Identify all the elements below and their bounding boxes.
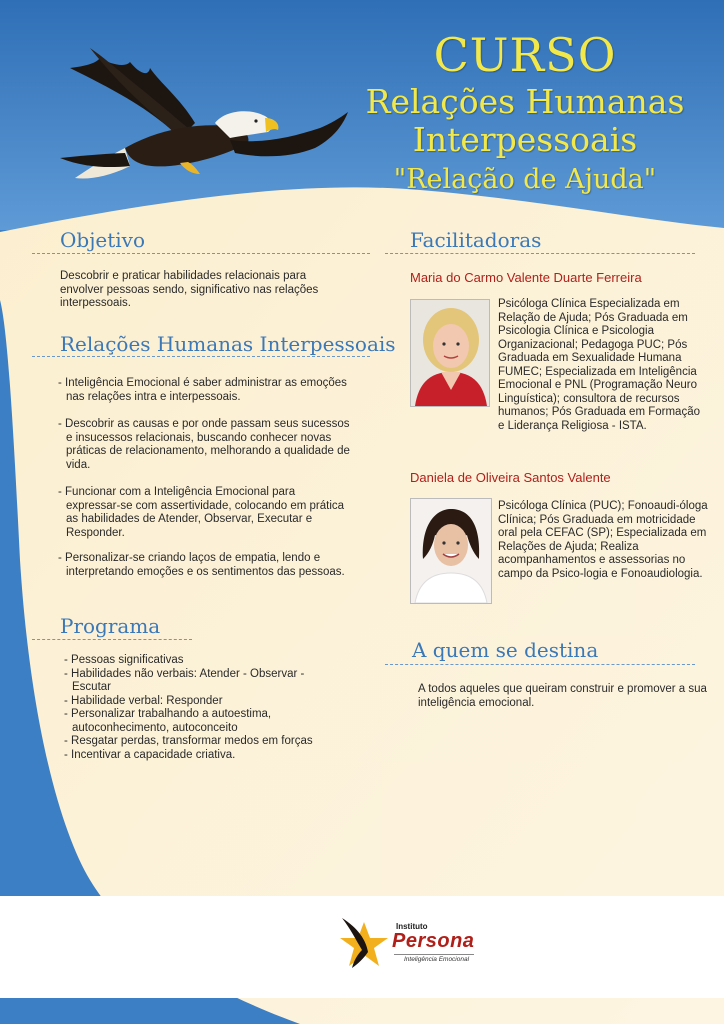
relacoes-heading: Relações Humanas Interpessoais — [60, 332, 396, 356]
facilitator-bio: Psicóloga Clínica (PUC); Fonoaudi-óloga Clínica; Pós Graduada em motricidade oral pela CEFAC (SP); Especializada em Relações de Ajuda; Realiza acompanhamentos e assessorias no campo da Psico-logia e Fonoaudiologia. — [498, 500, 708, 580]
facilitator-name: Daniela de Oliveira Santos Valente — [410, 470, 611, 485]
course-label: CURSO — [433, 28, 617, 82]
destina-heading: A quem se destina — [412, 638, 599, 662]
eagle-illustration — [30, 28, 360, 198]
objetivo-text: Descobrir e praticar habilidades relacionais para envolver pessoas sendo, significativo nas relações interpessoais. — [60, 270, 319, 309]
objetivo-rule — [32, 253, 370, 254]
programa-list — [58, 654, 328, 762]
relacoes-item: - Personalizar-se criando laços de empatia, lendo e interpretando emoções e os sentimentos das pessoas. — [58, 552, 345, 578]
course-subtitle: "Relação de Ajuda" — [393, 164, 657, 195]
destina-text: A todos aqueles que queiram construir e promover a sua inteligência emocional. — [418, 683, 707, 709]
logo-small-text: Instituto — [396, 922, 428, 931]
logo — [338, 914, 478, 974]
facilitator-photo — [410, 299, 490, 407]
programa-heading: Programa — [60, 614, 161, 638]
logo-divider — [394, 954, 474, 955]
logo-star-eagle-icon — [338, 914, 390, 972]
programa-item: - Personalizar trabalhando a autoestima, autoconhecimento, autoconceito — [64, 708, 272, 734]
programa-rule — [32, 639, 192, 640]
facilitadoras-rule — [385, 253, 695, 254]
objetivo-heading: Objetivo — [60, 228, 146, 252]
programa-item: - Habilidade verbal: Responder — [64, 694, 223, 707]
logo-brand: Persona — [392, 930, 475, 952]
relacoes-item: - Descobrir as causas e por onde passam seus sucessos e insucessos relacionais, buscando conhecer novas práticas de relacionamento, melhorando a qualidade de vida. — [58, 418, 350, 471]
facilitator-bio: Psicóloga Clínica Especializada em Relação de Ajuda; Pós Graduada em Psicologia Clínica e Psicologia Organizacional; Pedagoga PUC; Pós Graduada em Sexualidade Humana FUMEC; Especializada em Inteligência Emocional e PNL (Programação Neuro Linguística); consultora de recursos humanos; Pós Graduada em Formação e Liderança Religiosa - ISTA. — [498, 298, 700, 432]
programa-item: - Resgatar perdas, transformar medos em forças — [64, 735, 313, 747]
course-title-line2: Interpessoais — [412, 120, 638, 159]
programa-item: - Incentivar a capacidade criativa. — [64, 748, 236, 761]
relacoes-rule — [32, 356, 370, 357]
programa-item: - Pessoas significativas — [64, 654, 184, 666]
programa-item: - Habilidades não verbais: Atender - Observar - Escutar — [64, 667, 305, 693]
facilitadoras-heading: Facilitadoras — [410, 228, 542, 252]
facilitator-name: Maria do Carmo Valente Duarte Ferreira — [410, 270, 642, 285]
destina-rule — [385, 664, 695, 665]
course-title-line1: Relações Humanas — [365, 82, 685, 121]
logo-tagline: Inteligência Emocional — [404, 956, 470, 963]
relacoes-item: - Inteligência Emocional é saber administrar as emoções nas relações intra e interpessoais. — [58, 377, 347, 403]
facilitator-photo — [410, 498, 492, 604]
relacoes-item: - Funcionar com a Inteligência Emocional para expressar-se com assertividade, colocando em prática as habilidades de Atender, Observar, Executar e Responder. — [58, 486, 345, 539]
